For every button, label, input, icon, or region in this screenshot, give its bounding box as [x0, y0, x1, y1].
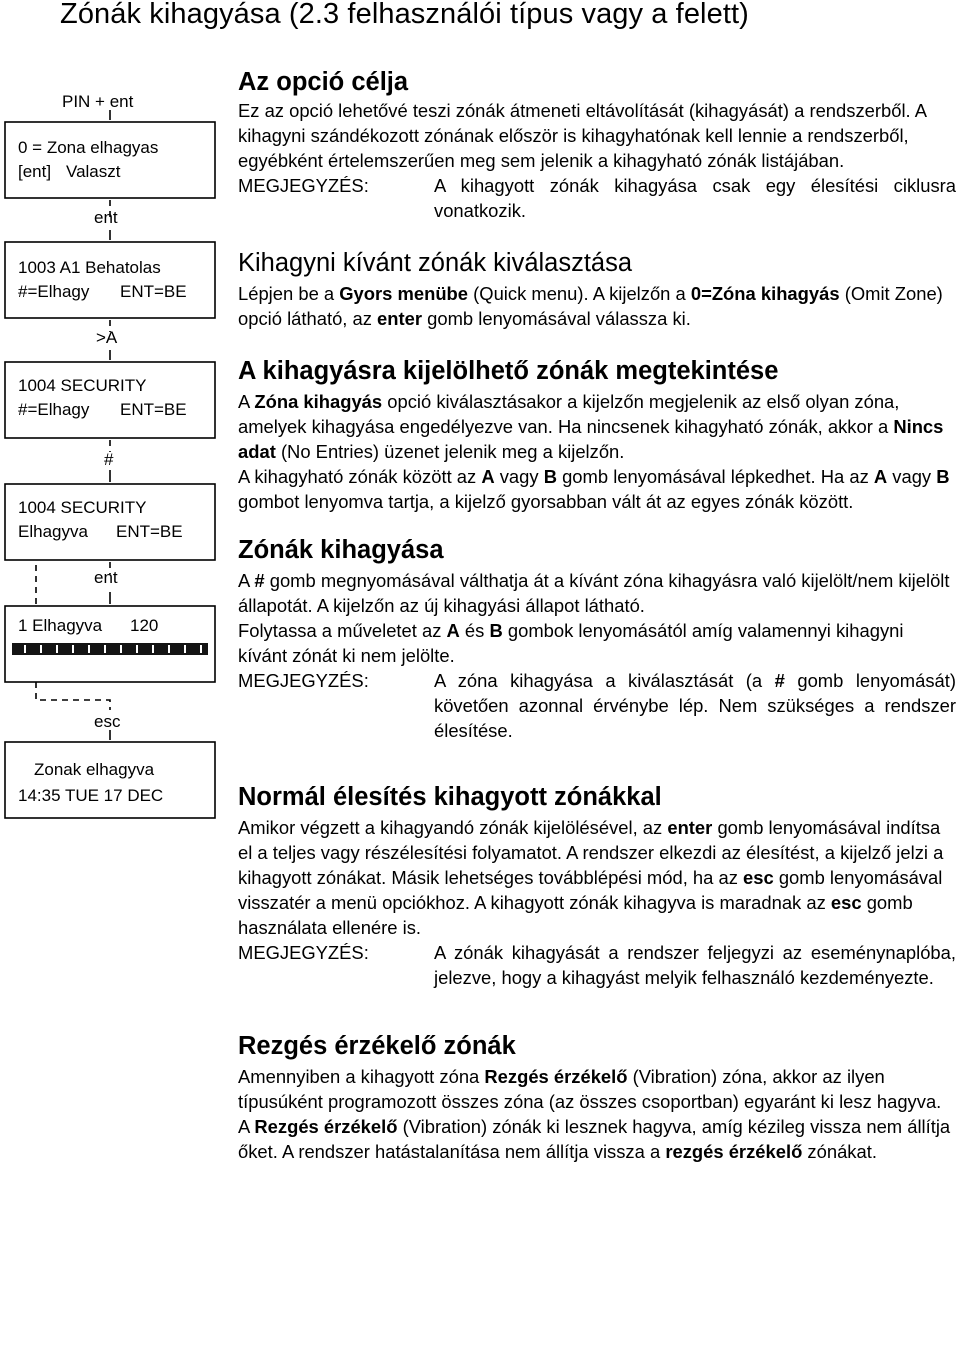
- display-line: 14:35 TUE 17 DEC: [18, 786, 164, 805]
- note: [238, 668, 956, 743]
- paragraph: Ez az opció lehetővé teszi zónák átmeneti eltávolítását (kihagyását) a rendszerből. A kihagyni szándékozott zónának először is kihagyhatónak kell lennie a rendszerből, egyébként értelemszerűen meg sem jelenik a kihagyható zónák listájában.: [238, 100, 926, 171]
- display-box-2: [5, 242, 215, 318]
- note-label: MEGJEGYZÉS:: [238, 942, 369, 963]
- display-line: 0 = Zona elhagyas: [18, 138, 159, 157]
- display-line: #=Elhagy: [18, 400, 90, 419]
- display-line: #=Elhagy: [18, 282, 90, 301]
- step-label: ent: [94, 208, 118, 227]
- section-heading: Az opció célja: [238, 68, 409, 96]
- paragraph: Amikor végzett a kihagyandó zónák kijelölésével, az enter gomb lenyomásával indítsa el a teljes vagy részélesítési folyamatot. A rendszer elkezdi az élesítést, a kijelző jelzi a kihagyott zónákat. Másik lehetséges továbblépési mód, ha az esc gomb lenyomásával visszatér a menü opciókhoz. A kihagyott zónák kihagyva is maradnak az esc gomb használata ellenére is.: [238, 817, 944, 938]
- display-box-6: [5, 742, 215, 818]
- display-line: Elhagyva: [18, 522, 88, 541]
- display-line: ENT=BE: [120, 282, 187, 301]
- section-heading: Zónák kihagyása: [238, 536, 444, 564]
- paragraph: Amennyiben a kihagyott zóna Rezgés érzékelő (Vibration) zóna, akkor az ilyen típusúként programozott összes zóna (az összes csoportban) egyaránt ki lesz hagyva. A Rezgés érzékelő (Vibration) zónák ki lesznek hagyva, amíg kézileg vissza nem állítja őket. A rendszer hatástalanítása nem állítja vissza a rezgés érzékelő zónákat.: [238, 1066, 951, 1162]
- note-text: A zónák kihagyását a rendszer feljegyzi az eseménynaplóba, jelezve, hogy a kihagyást melyik felhasználó kezdeményezte.: [434, 942, 956, 988]
- display-line: 1004 SECURITY: [18, 376, 147, 395]
- main-content: [238, 66, 956, 1164]
- note: [238, 940, 956, 990]
- display-line: 120: [130, 616, 159, 635]
- keypad-flow-diagram: [0, 70, 230, 830]
- paragraph: A kihagyható zónák között az A vagy B gomb lenyomásával lépkedhet. Ha az A vagy B gombot lenyomva tartja, a kijelző gyorsabban vált át az egyes zónák között.: [238, 466, 950, 512]
- section-heading: Rezgés érzékelő zónák: [238, 1032, 516, 1060]
- step-label: esc: [94, 712, 121, 731]
- display-line: Valaszt: [66, 162, 121, 181]
- note-text: A zóna kihagyása a kiválasztását (a # gomb lenyomását) követően azonnal érvénybe lép. Nem szükséges a rendszer élesítése.: [434, 670, 956, 741]
- display-line: Zonak elhagyva: [34, 760, 155, 779]
- display-line: 1 Elhagyva: [18, 616, 103, 635]
- note-label: MEGJEGYZÉS:: [238, 175, 369, 196]
- display-line: [ent]: [18, 162, 52, 181]
- display-line: 1004 SECURITY: [18, 498, 147, 517]
- display-line: ENT=BE: [120, 400, 187, 419]
- note-label: MEGJEGYZÉS:: [238, 670, 369, 691]
- page-title: Zónák kihagyása (2.3 felhasználói típus vagy a felett): [60, 0, 749, 30]
- step-label: ent: [94, 568, 118, 587]
- display-box-1: [5, 122, 215, 198]
- section-heading: Kihagyni kívánt zónák kiválasztása: [238, 249, 633, 277]
- note: [238, 173, 956, 223]
- paragraph: A # gomb megnyomásával válthatja át a kívánt zóna kihagyásra való kijelölt/nem kijelölt állapotát. A kijelzőn az új kihagyási állapot látható.: [238, 570, 950, 616]
- section-heading: Normál élesítés kihagyott zónákkal: [238, 783, 662, 811]
- step-label: #: [104, 450, 114, 469]
- step-label: >A: [96, 328, 118, 347]
- paragraph: Lépjen be a Gyors menübe (Quick menu). A kijelzőn a 0=Zóna kihagyás (Omit Zone) opció látható, az enter gomb lenyomásával válassza ki.: [238, 283, 943, 329]
- display-line: 1003 A1 Behatolas: [18, 258, 161, 277]
- step-label: PIN + ent: [62, 92, 134, 111]
- paragraph: A Zóna kihagyás opció kiválasztásakor a kijelzőn megjelenik az első olyan zóna, amelyek kihagyása engedélyezve van. Ha nincsenek kihagyható zónák, akkor a Nincs adat (No Entries) üzenet jelenik meg a kijelzőn.: [238, 391, 944, 462]
- note-text: A kihagyott zónák kihagyása csak egy élesítési ciklusra vonatkozik.: [434, 175, 956, 221]
- paragraph: Folytassa a műveletet az A és B gombok lenyomásától amíg valamennyi kihagyni kívánt zónát ki nem jelölte.: [238, 620, 904, 666]
- section-heading: A kihagyásra kijelölhető zónák megtekintése: [238, 357, 779, 385]
- display-line: ENT=BE: [116, 522, 183, 541]
